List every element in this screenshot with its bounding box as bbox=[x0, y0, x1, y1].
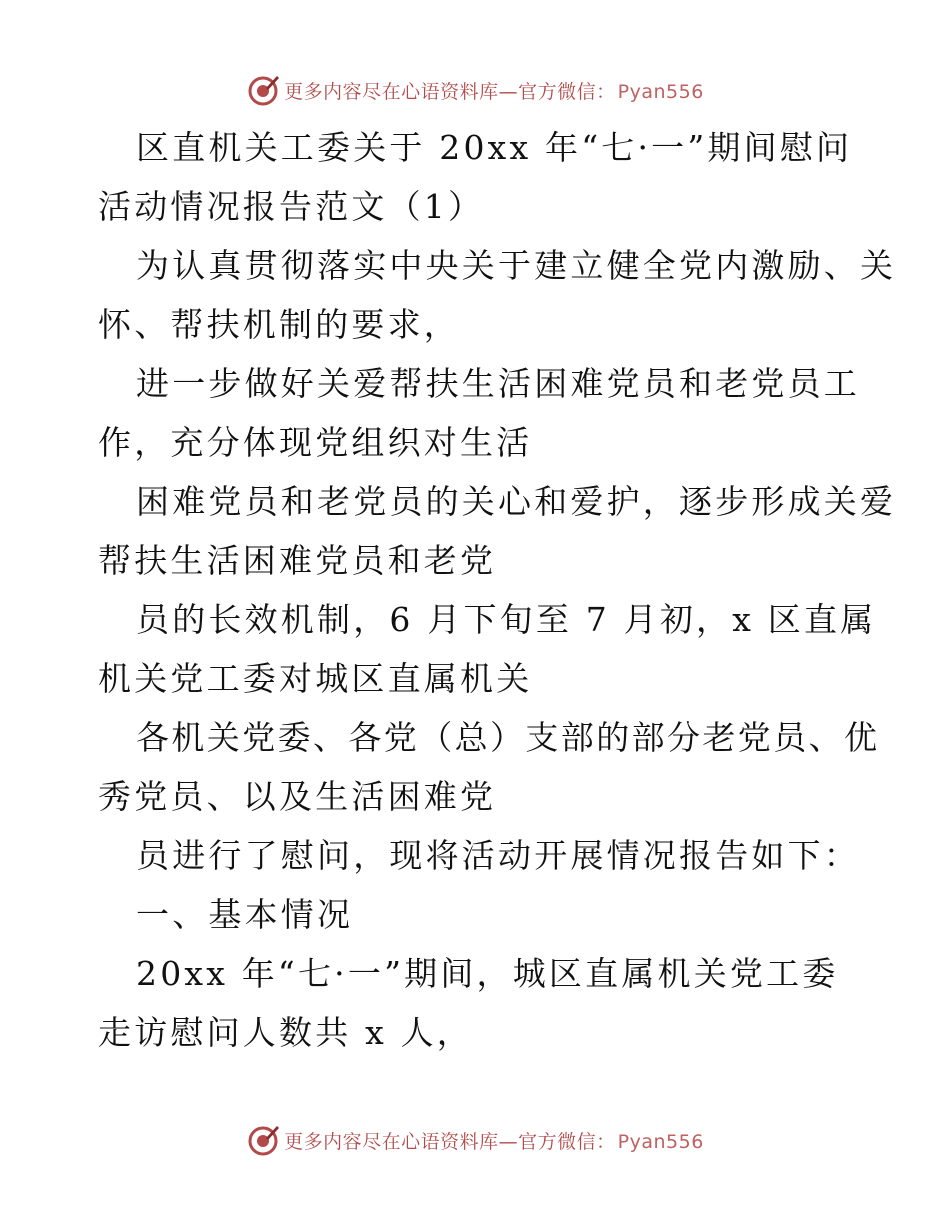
text-line: 各机关党委、各党（总）支部的部分老党员、优 bbox=[136, 718, 880, 757]
pen-seal-icon bbox=[246, 73, 280, 107]
footer-watermark bbox=[0, 1120, 950, 1160]
text-line: 进一步做好关爱帮扶生活困难党员和老党员工 bbox=[136, 364, 860, 403]
pen-seal-icon bbox=[246, 1123, 280, 1157]
wechat-id: Pyan556 bbox=[617, 1130, 704, 1153]
header-watermark bbox=[0, 70, 950, 110]
text-line: 走访慰问人数共 x 人， bbox=[98, 1013, 473, 1052]
text-line: 作，充分体现党组织对生活 bbox=[98, 423, 533, 462]
text-line: 帮扶生活困难党员和老党 bbox=[98, 541, 497, 580]
text-line: 活动情况报告范文（1） bbox=[98, 187, 485, 226]
text-line: 员进行了慰问，现将活动开展情况报告如下： bbox=[136, 836, 860, 875]
text-line: 20xx 年“七·一”期间，城区直属机关党工委 bbox=[136, 954, 839, 993]
text-line: 区直机关工委关于 20xx 年“七·一”期间慰问 bbox=[136, 128, 853, 167]
document-body bbox=[98, 118, 897, 1062]
text-line: 员的长效机制，6 月下旬至 7 月初，x 区直属 bbox=[136, 600, 877, 639]
text-line: 为认真贯彻落实中央关于建立健全党内激励、关 bbox=[136, 246, 897, 285]
text-line: 困难党员和老党员的关心和爱护，逐步形成关爱 bbox=[136, 482, 897, 521]
text-line: 机关党工委对城区直属机关 bbox=[98, 659, 533, 698]
watermark-text: 更多内容尽在心语资料库—官方微信： Pyan556 bbox=[284, 1130, 704, 1153]
text-line: 怀、帮扶机制的要求， bbox=[98, 305, 460, 344]
wechat-id: Pyan556 bbox=[617, 80, 704, 103]
watermark-text: 更多内容尽在心语资料库—官方微信： Pyan556 bbox=[284, 80, 704, 103]
text-line: 秀党员、以及生活困难党 bbox=[98, 777, 497, 816]
section-heading: 一、基本情况 bbox=[136, 895, 354, 934]
